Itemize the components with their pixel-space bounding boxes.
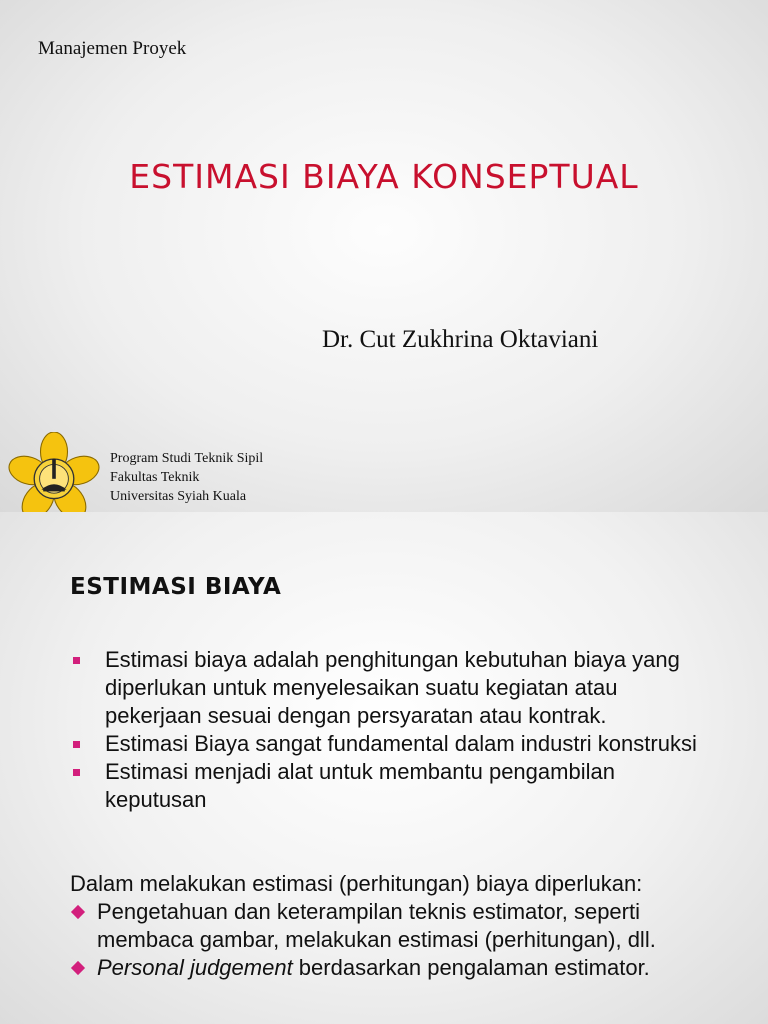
requirement-item (70, 954, 710, 982)
author-name: Dr. Cut Zukhrina Oktaviani (322, 326, 599, 353)
requirement-emphasis: Personal judgement (97, 955, 293, 980)
square-bullet-icon (73, 741, 80, 748)
bullet-item (70, 646, 710, 730)
bullet-item (70, 730, 710, 758)
requirements-intro: Dalam melakukan estimasi (perhitungan) biaya diperlukan: (70, 871, 643, 896)
requirement-item (70, 898, 710, 954)
diamond-bullet-icon (71, 961, 85, 975)
requirement-text: Pengetahuan dan keterampilan teknis estimator, seperti membaca gambar, melakukan estimasi (perhitungan), dll. (97, 899, 656, 952)
square-bullet-icon (73, 657, 80, 664)
diamond-bullet-icon (71, 905, 85, 919)
bullet-text: Estimasi menjadi alat untuk membantu pengambilan keputusan (105, 759, 615, 812)
content-slide (0, 512, 768, 1024)
institution-block (110, 449, 263, 506)
slide-title: ESTIMASI BIAYA KONSEPTUAL (129, 157, 639, 196)
institution-line: Fakultas Teknik (110, 470, 200, 485)
university-logo-icon (8, 432, 100, 512)
bullet-text: Estimasi Biaya sangat fundamental dalam industri konstruksi (105, 731, 697, 756)
course-name: Manajemen Proyek (38, 38, 187, 59)
institution-line: Universitas Syiah Kuala (110, 489, 247, 504)
requirement-text: berdasarkan pengalaman estimator. (292, 955, 650, 980)
institution-line: Program Studi Teknik Sipil (110, 451, 264, 466)
requirements-list (70, 898, 710, 982)
slide-heading: ESTIMASI BIAYA (70, 574, 282, 600)
bullet-item (70, 758, 710, 814)
bullet-text: Estimasi biaya adalah penghitungan kebutuhan biaya yang diperlukan untuk menyelesaikan suatu kegiatan atau pekerjaan sesuai dengan persyaratan atau kontrak. (105, 647, 680, 728)
square-bullet-icon (73, 769, 80, 776)
bullet-list (70, 646, 710, 814)
